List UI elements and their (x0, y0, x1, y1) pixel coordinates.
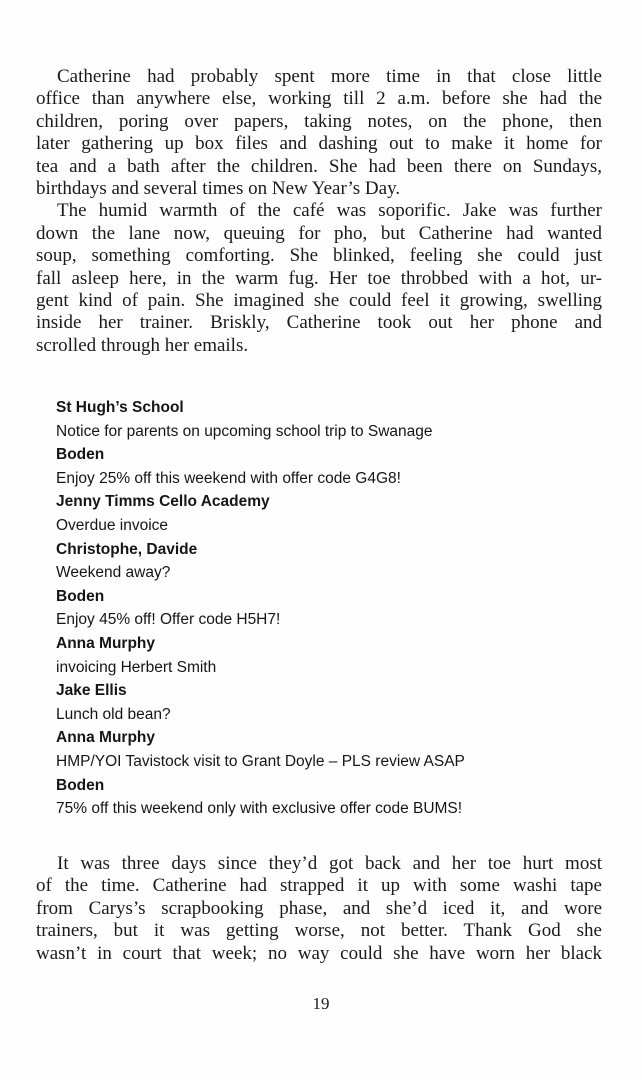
paragraph-1 (36, 66, 602, 200)
email-item (56, 490, 465, 537)
text-line: down the lane now, queuing for pho, but Catherine had wanted (36, 222, 602, 244)
text-line: office than anywhere else, working till 2 a.m. before she had the (36, 88, 602, 110)
prose-top (36, 66, 602, 357)
text-line: from Carys’s scrapbooking phase, and she’d iced it, and wore (36, 897, 602, 919)
email-list (56, 396, 465, 821)
email-item (56, 679, 465, 726)
email-subject: Notice for parents on upcoming school trip to Swanage (56, 422, 433, 440)
paragraph-2 (36, 200, 602, 357)
email-sender: St Hugh’s School (56, 399, 184, 416)
email-sender: Jenny Timms Cello Academy (56, 493, 270, 511)
email-item (56, 443, 465, 490)
text-line: gent kind of pain. She imagined she could feel it growing, swelling (36, 290, 602, 312)
text-line: tea and a bath after the children. She had been there on Sundays, (36, 155, 602, 177)
text-line: wasn’t in court that week; no way could she have worn her black (36, 942, 602, 964)
prose-bottom (36, 853, 602, 965)
email-item (56, 396, 465, 443)
email-subject: Enjoy 25% off this weekend with offer code G4G8! (56, 469, 401, 487)
email-item (56, 585, 465, 632)
text-line: children, poring over papers, taking notes, on the phone, then (36, 110, 602, 132)
email-subject: Weekend away? (56, 564, 171, 582)
text-line: birthdays and several times on New Year’s Day. (36, 178, 401, 200)
email-item (56, 774, 465, 821)
page-number: 19 (312, 994, 330, 1013)
text-line: trainers, but it was getting worse, not better. Thank God she (36, 920, 602, 942)
text-line: It was three days since they’d got back and her toe hurt most (57, 853, 602, 874)
email-item (56, 538, 465, 585)
text-line: soup, something comforting. She blinked, feeling she could just (36, 245, 602, 267)
text-line: scrolled through her emails. (36, 334, 249, 356)
text-line: Catherine had probably spent more time in that close little (57, 66, 602, 87)
text-line: inside her trainer. Briskly, Catherine took out her phone and (36, 312, 602, 334)
email-sender: Boden (56, 587, 105, 605)
email-subject: HMP/YOI Tavistock visit to Grant Doyle – PLS review ASAP (56, 752, 465, 770)
email-subject: invoicing Herbert Smith (56, 658, 217, 676)
paragraph-3 (36, 853, 602, 965)
text-line: fall asleep here, in the warm fug. Her toe throbbed with a hot, ur- (36, 267, 602, 289)
email-sender: Boden (56, 446, 105, 464)
text-line: The humid warmth of the café was soporific. Jake was further (57, 200, 602, 222)
email-subject: Overdue invoice (56, 516, 169, 534)
text-line: of the time. Catherine had strapped it up with some washi tape (36, 875, 602, 897)
email-sender: Jake Ellis (56, 682, 127, 700)
email-subject: Lunch old bean? (56, 705, 171, 723)
email-item (56, 632, 465, 679)
email-subject: 75% off this weekend only with exclusive offer code BUMS! (56, 800, 463, 818)
email-sender: Christophe, Davide (56, 540, 198, 558)
email-sender: Anna Murphy (56, 729, 156, 747)
text-line: later gathering up box files and dashing out to make it home for (36, 133, 602, 155)
email-sender: Boden (56, 776, 105, 794)
email-sender: Anna Murphy (56, 634, 156, 652)
email-item (56, 726, 465, 773)
email-subject: Enjoy 45% off! Offer code H5H7! (56, 611, 281, 629)
